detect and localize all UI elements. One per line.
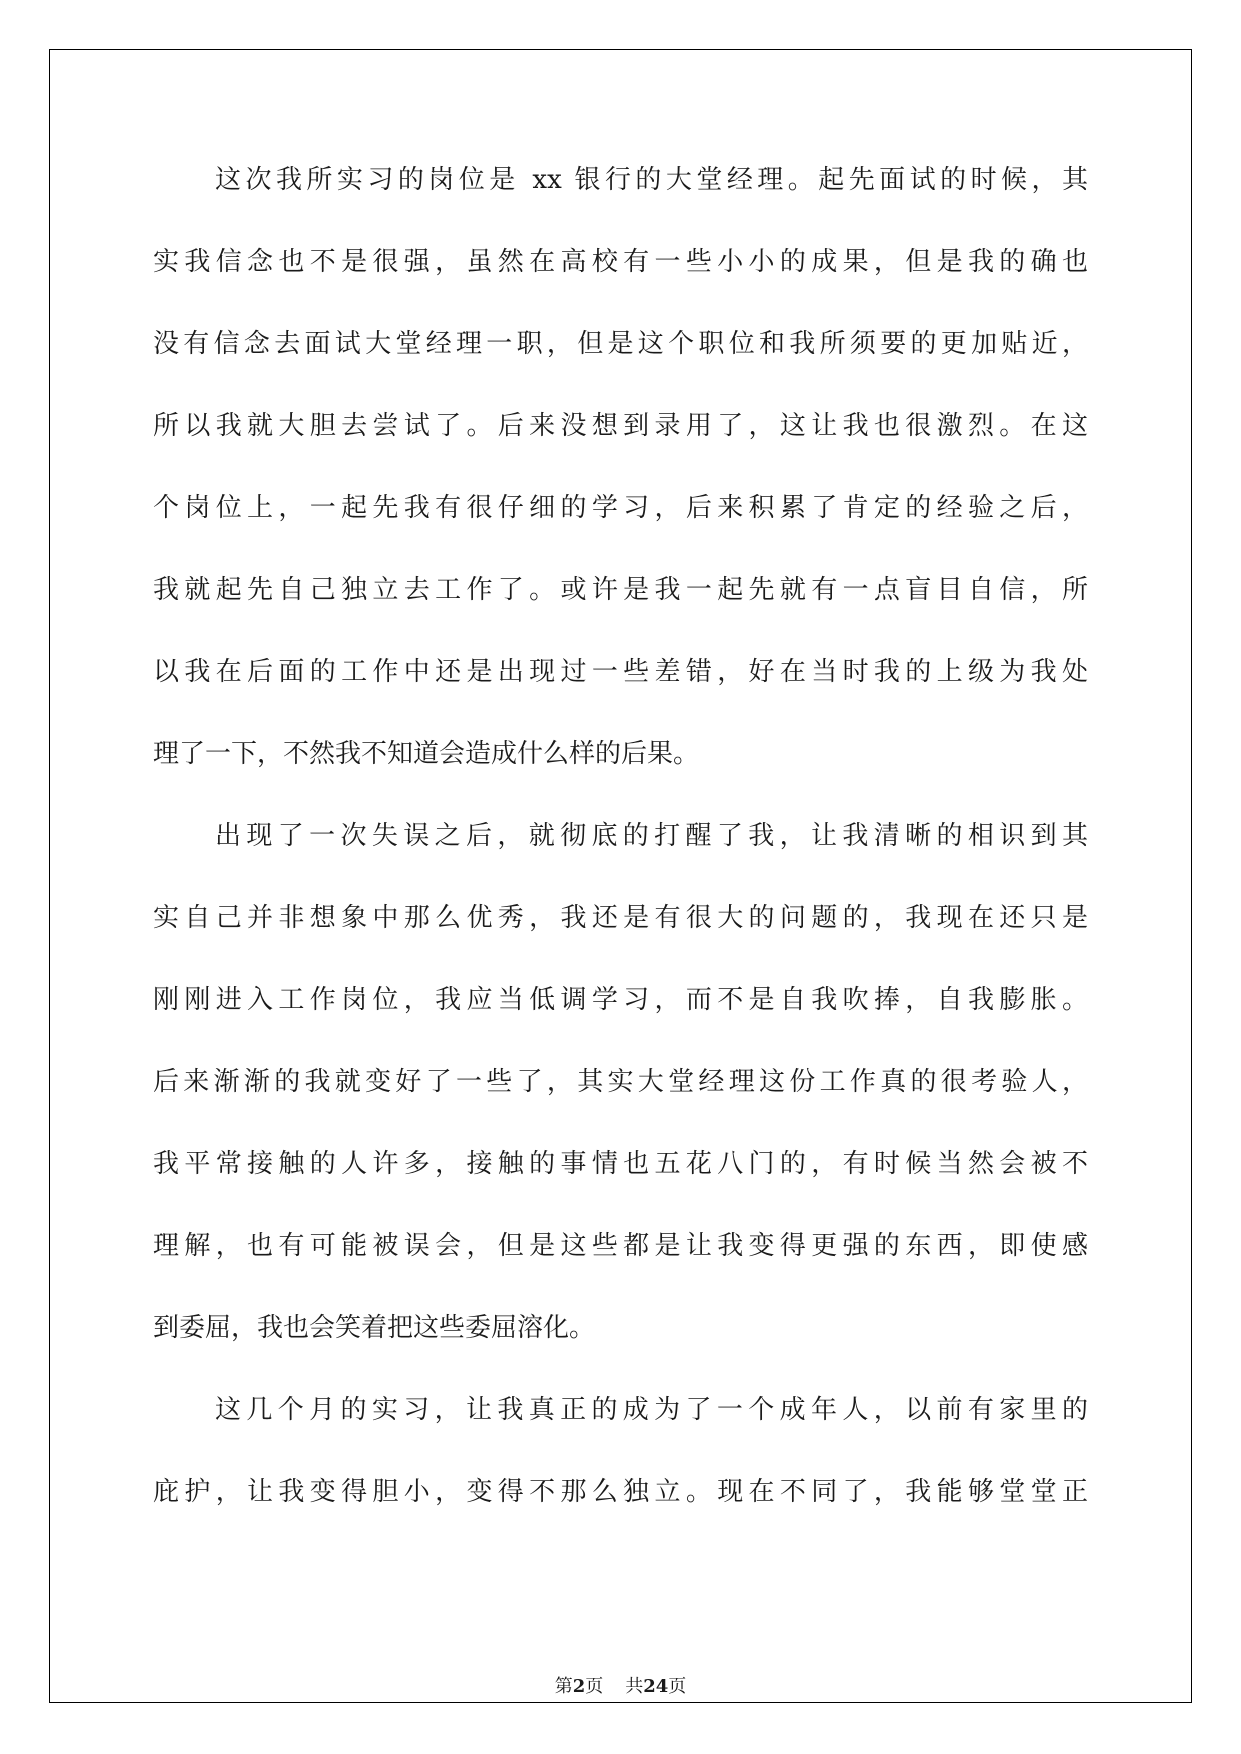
text-line: 后来渐渐的我就变好了一些了，其实大堂经理这份工作真的很考验人， [153,1067,1088,1097]
page-suffix: 页 [585,1676,604,1697]
text-line: 理解，也有可能被误会，但是这些都是让我变得更强的东西，即使感 [153,1231,1088,1261]
text-line: 我平常接触的人许多，接触的事情也五花八门的，有时候当然会被不 [153,1149,1088,1179]
page-number: 2 [572,1676,586,1697]
paragraph-2 [153,816,1088,1390]
text-line: 以我在后面的工作中还是出现过一些差错，好在当时我的上级为我处 [153,657,1088,687]
text-line: 庇护，让我变得胆小，变得不那么独立。现在不同了，我能够堂堂正 [153,1477,1088,1507]
paragraph-1 [153,160,1088,816]
text-line: 我就起先自己独立去工作了。或许是我一起先就有一点盲目自信，所 [153,575,1088,605]
total-suffix: 页 [668,1676,687,1697]
text-line: 个岗位上，一起先我有很仔细的学习，后来积累了肯定的经验之后， [153,493,1088,523]
page-prefix: 第 [554,1676,573,1697]
paragraph-3 [153,1390,1088,1554]
text-line: 出现了一次失误之后，就彻底的打醒了我，让我清晰的相识到其 [215,821,1088,851]
text-line: 理了一下，不然我不知道会造成什么样的后果。 [153,739,700,769]
text-line: 这次我所实习的岗位是 xx 银行的大堂经理。起先面试的时候，其 [215,165,1088,195]
total-prefix: 共 [625,1676,644,1697]
page-footer [0,1672,1241,1698]
text-line: 实自己并非想象中那么优秀，我还是有很大的问题的，我现在还只是 [153,903,1088,933]
text-line: 到委屈，我也会笑着把这些委屈溶化。 [153,1313,596,1343]
text-line: 没有信念去面试大堂经理一职，但是这个职位和我所须要的更加贴近， [153,329,1088,359]
text-line: 所以我就大胆去尝试了。后来没想到录用了，这让我也很激烈。在这 [153,411,1088,441]
text-line: 实我信念也不是很强，虽然在高校有一些小小的成果，但是我的确也 [153,247,1088,277]
text-line: 这几个月的实习，让我真正的成为了一个成年人，以前有家里的 [215,1395,1088,1425]
total-pages: 24 [643,1676,669,1697]
document-body [153,160,1088,1554]
text-line: 刚刚进入工作岗位，我应当低调学习，而不是自我吹捧，自我膨胀。 [153,985,1088,1015]
